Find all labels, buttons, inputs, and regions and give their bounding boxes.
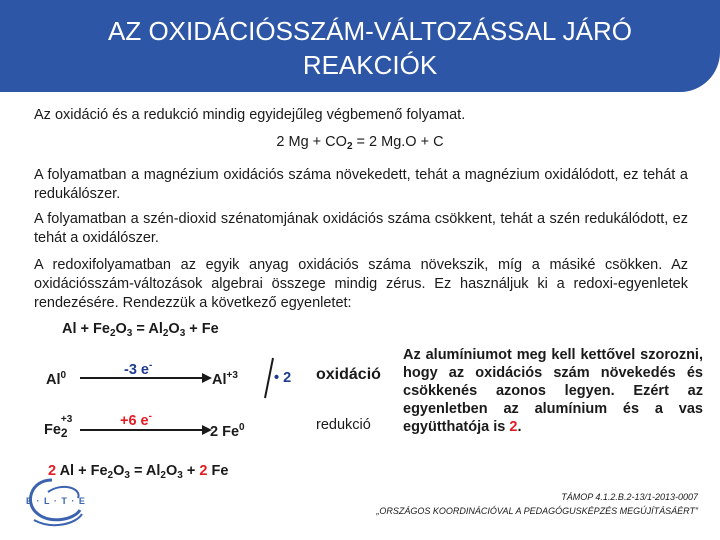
al-right: $Al^{+3}$ [212,370,238,388]
equation-mg-co2: 2 $Mg + CO_2 = 2$ Mg.O + C [276,134,444,152]
intro-text: Az oxidáció és a redukció mindig egyidejűleg végbemenő folyamat. [34,107,466,123]
title-line-2: REAKCIÓK [302,50,438,80]
redox-scheme-arrows [40,350,310,450]
fe-left: Fe +3 $_2$ [44,414,73,440]
label-oxidation: oxidáció [316,366,381,383]
label-reduction: redukció [316,417,371,433]
fe-right: 2 Fe$^0$ [210,422,245,440]
al-electron-change: -3 e- [124,360,153,378]
al-left: Al$^0$ [46,370,67,388]
equation-unbalanced: $Al + Fe_2O_3 = Al_2O_3 + Fe$ [62,321,219,339]
multiplier: • 2 [274,370,292,386]
side-note: Az alumíniumot meg kell kettővel szorozni, hogy az oxidációs szám növekedés és csökkenés azonos legyen. Ezért az egyenletben az alumínium és a vas együtthatója is 2. [403,347,703,435]
footer-project-title: „ORSZÁGOS KOORDINÁCIÓVAL A PEDAGÓGUSKÉPZÉS MEGÚJÍTÁSÁÉRT” [376,506,698,516]
footer-project-code: TÁMOP 4.1.2.B.2-13/1-2013-0007 [561,492,698,502]
multiplier-slash [265,358,273,398]
oxidation-arrowhead [202,373,212,383]
elte-logo [22,474,92,535]
title-line-1: AZ OXIDÁCIÓSSZÁM-VÁLTOZÁSSAL JÁRÓ [108,16,632,46]
paragraph-magnesium: A folyamatban a magnézium oxidációs száma növekedett, tehát a magnézium oxidálódott, ez tehát a redukálószer. [34,167,688,202]
paragraph-redox: A redoxifolyamatban az egyik anyag oxidációs száma növekszik, míg a másiké csökken. Az oxidációsszám-változások algebrai összege mindig zérus. Ez használjuk ki a redoxi-egyenletek rendezésére. Rendezzük a következő egyenletet: [34,257,688,311]
paragraph-carbon: A folyamatban a szén-dioxid szénatomjának oxidációs száma csökkent, tehát a szén redukálódott, ez tehát a oxidálószer. [34,211,688,246]
fe-electron-change: +6 e- [120,411,152,429]
equation-balanced: 2 $Al + Fe_2O_3 = Al_2O_3 + 2$ Fe [48,463,229,481]
page-title [40,14,700,82]
elte-logo-text: E · L · T · E [26,496,86,506]
title-banner [0,0,720,92]
